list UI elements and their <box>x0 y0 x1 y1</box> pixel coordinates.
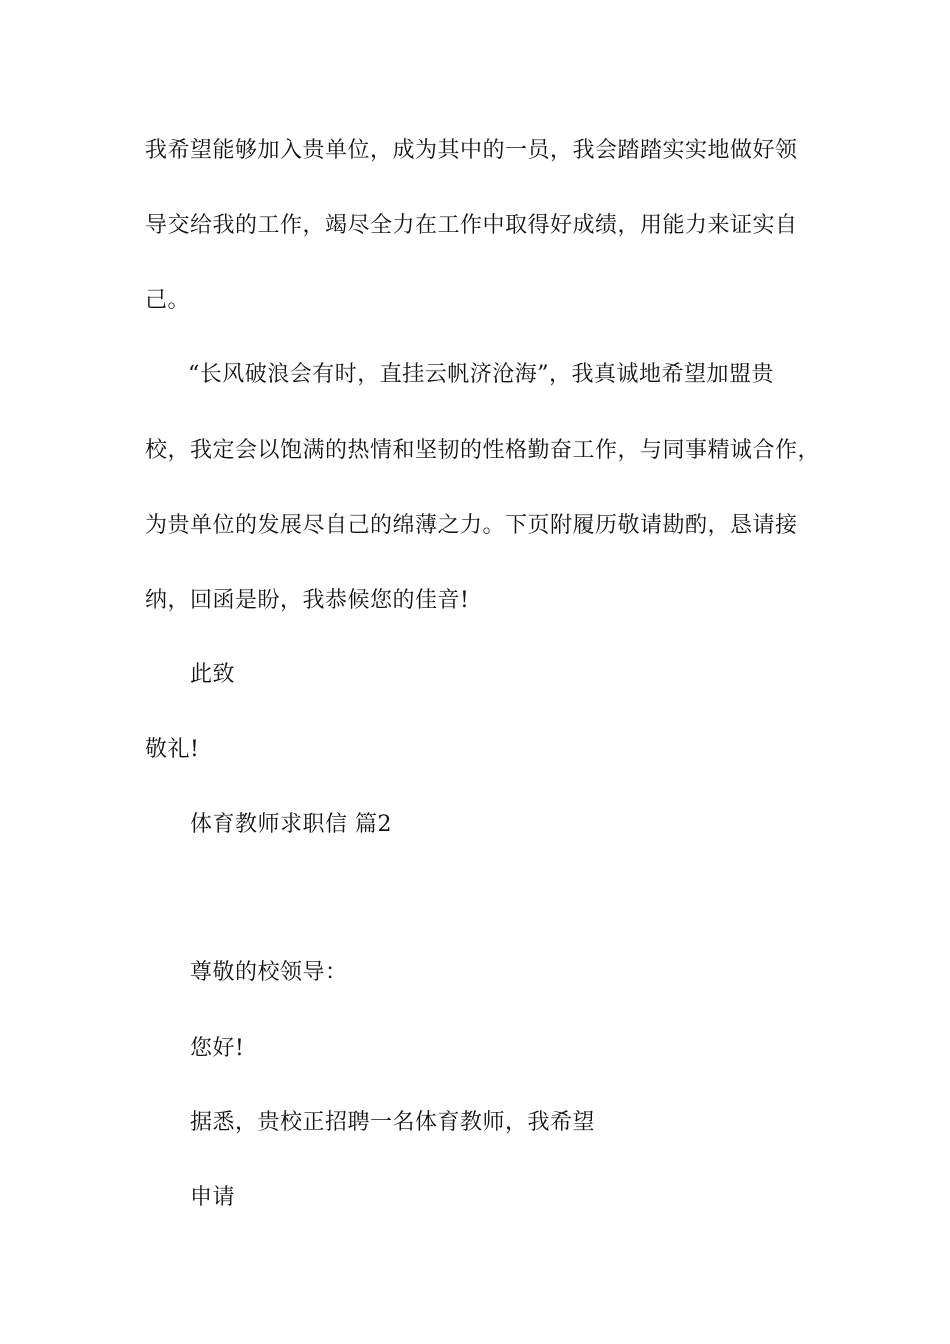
paragraph-line: “长风破浪会有时，直挂云帆济沧海”，我真诚地希望加盟贵 <box>188 362 774 387</box>
paragraph-line: 校，我定会以饱满的热情和坚韧的性格勤奋工作，与同事精诚合作， <box>145 438 821 463</box>
paragraph-line: 申请 <box>190 1185 236 1210</box>
paragraph-line: 己。 <box>145 288 191 313</box>
paragraph-line: 为贵单位的发展尽自己的绵薄之力。下页附履历敬请勘酌，恳请接 <box>145 513 798 538</box>
greeting-line: 您好! <box>190 1036 245 1061</box>
section-heading: 体育教师求职信 篇2 <box>190 812 392 837</box>
paragraph-line: 据悉，贵校正招聘一名体育教师，我希望 <box>190 1110 596 1135</box>
closing-salutation: 敬礼! <box>145 737 200 762</box>
paragraph-line: 纳，回函是盼，我恭候您的佳音! <box>145 588 470 613</box>
closing-phrase: 此致 <box>190 662 236 687</box>
paragraph-line: 我希望能够加入贵单位，成为其中的一员，我会踏踏实实地做好领 <box>145 138 798 163</box>
paragraph-line: 导交给我的工作，竭尽全力在工作中取得好成绩，用能力来证实自 <box>145 213 798 238</box>
greeting-line: 尊敬的校领导： <box>190 960 348 985</box>
